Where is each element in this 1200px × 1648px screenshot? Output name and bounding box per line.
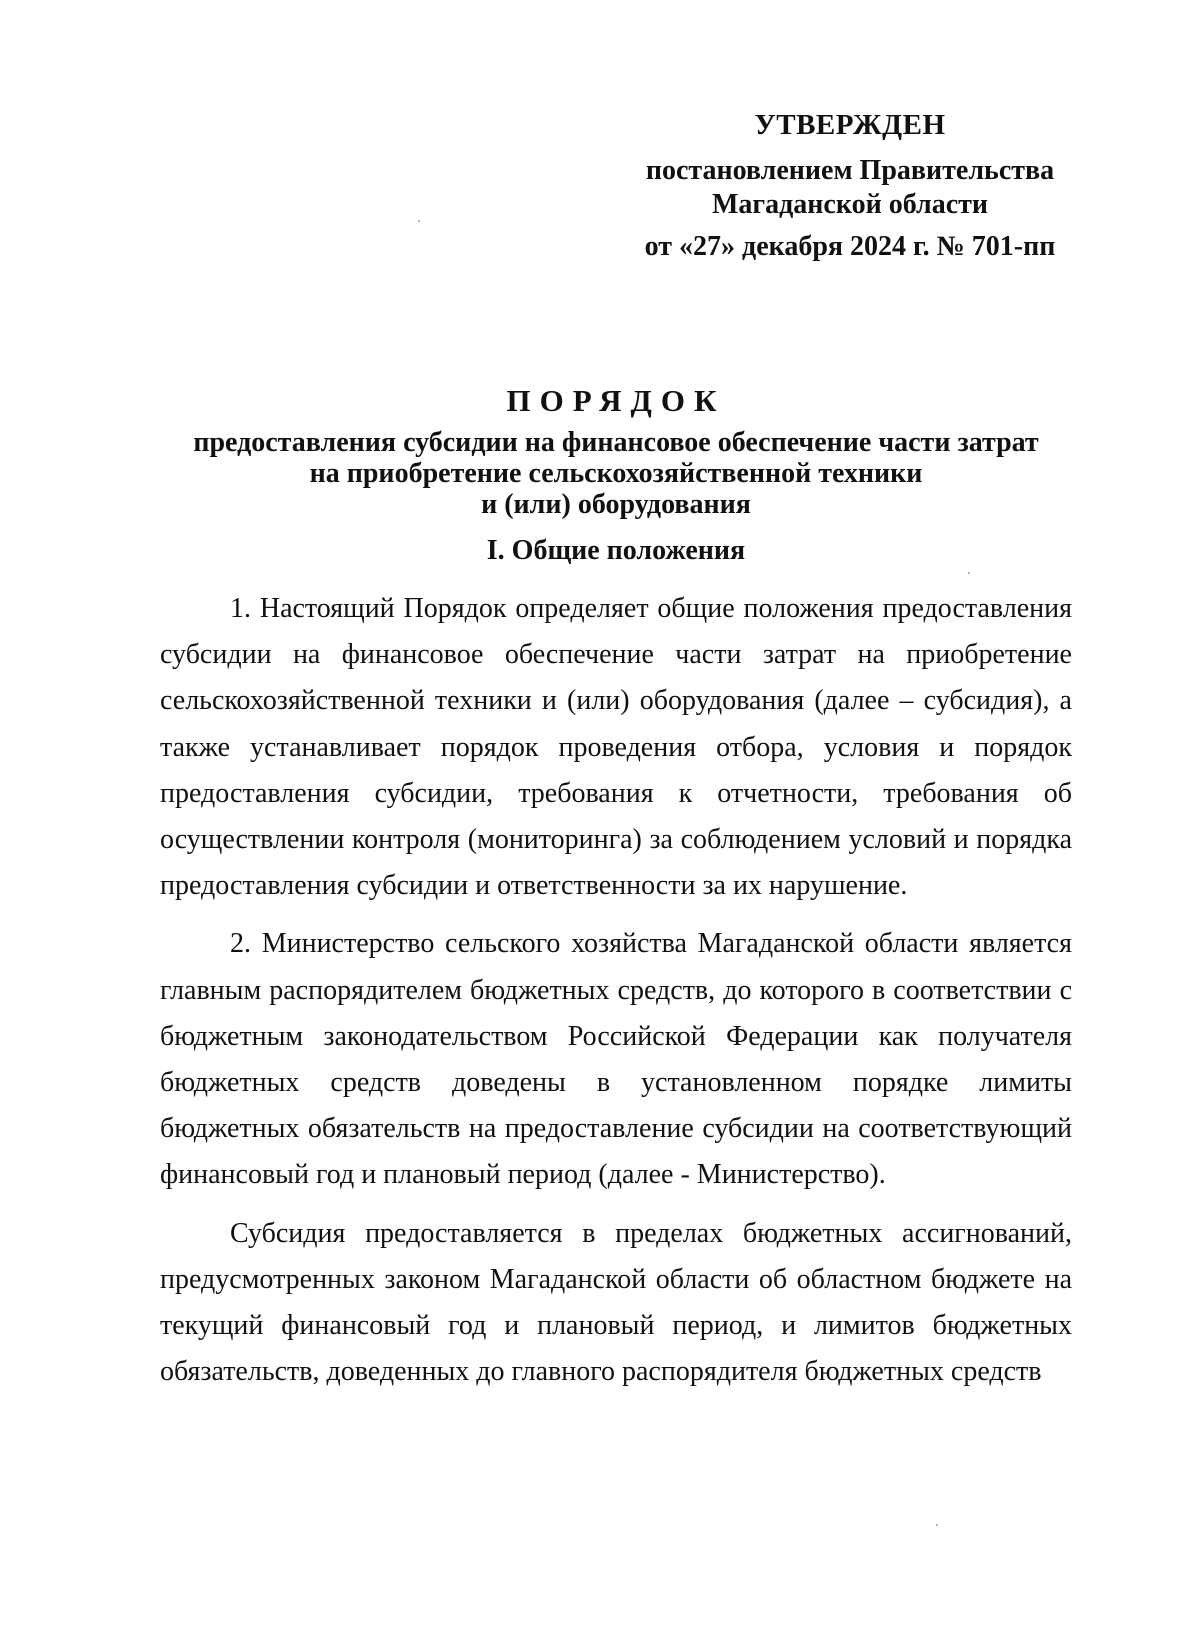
approval-title: УТВЕРЖДЕН [754,109,946,141]
scan-speck [418,220,420,222]
document-subtitle-line-2: на приобретение сельскохозяйственной техники [309,458,923,489]
section-heading: I. Общие положения [486,535,746,566]
paragraph-1: 1. Настоящий Порядок определяет общие положения предоставления субсидии на финансовое обеспечение части затрат на приобретение сельскохозяйственной техники и (или) оборудования (далее – субсидия), а также устанавливает порядок проведения отбора, условия и порядок предоставления субсидии, требования к отчетности, требования об осуществлении контроля (мониторинга) за соблюдением условий и порядка предоставления субсидии и ответственности за их нарушение. [160,593,1072,902]
document-heading [160,383,1072,520]
paragraph-2: 2. Министерство сельского хозяйства Магаданской области является главным распорядителем бюджетных средств, до которого в соответствии с бюджетным законодательством Российской Федерации как получателя бюджетных средств доведены в установленном порядке лимиты бюджетных обязательств на предоставление субсидии на соответствующий финансовый год и плановый период (далее - Министерство). [160,928,1072,1191]
scan-speck [936,1524,938,1526]
approval-date-line: от «27» декабря 2024 г. № 701-пп [644,231,1056,262]
paragraph-3: Субсидия предоставляется в пределах бюджетных ассигнований, предусмотренных законом Магаданской области об областном бюджете на текущий финансовый год и плановый период, и лимитов бюджетных обязательств, доведенных до главного распорядителя бюджетных средств [160,1217,1072,1388]
scan-speck [968,572,970,574]
document-title: ПОРЯДОК [506,383,726,418]
document-body [160,586,1072,1395]
approval-region-line: Магаданской области [711,189,989,220]
document-subtitle-line-3: и (или) оборудования [481,489,751,520]
document-subtitle-line-1: предоставления субсидии на финансовое обеспечение части затрат [193,427,1039,458]
approval-stamp [600,108,1100,264]
approval-decree-line: постановлением Правительства [645,155,1055,186]
